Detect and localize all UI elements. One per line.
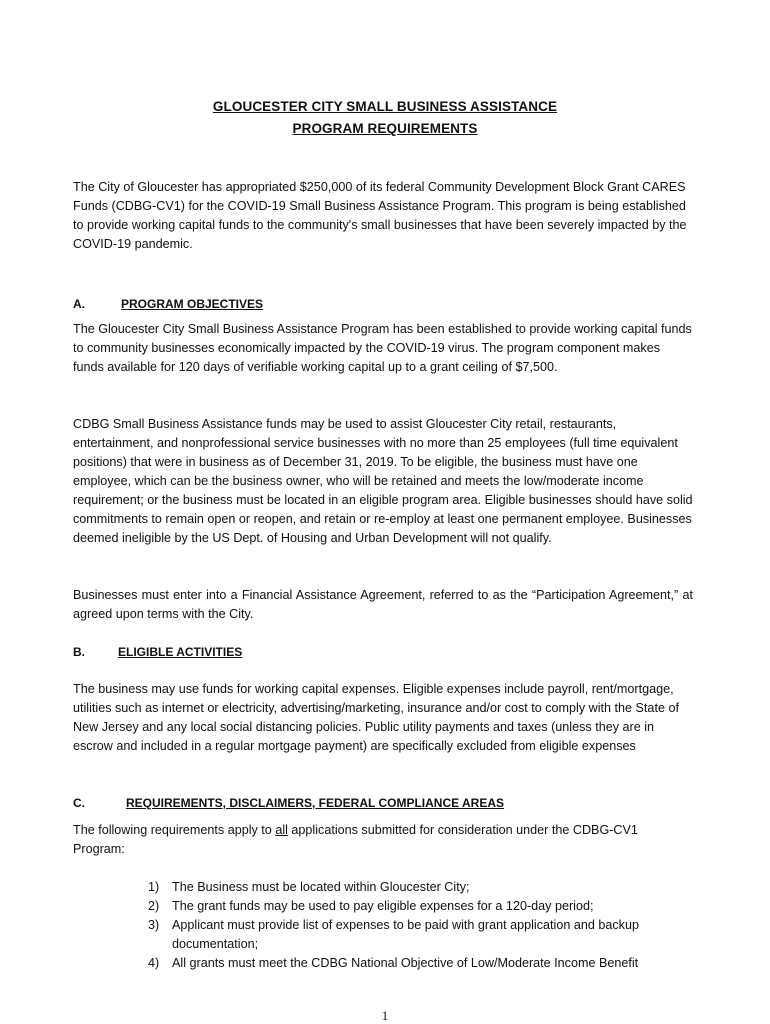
list-item [148,878,693,897]
section-b-paragraph-1: The business may use funds for working capital expenses. Eligible expenses include payroll, rent/mortgage, utilities such as internet or electricity, advertising/marketing, insurance and/or cost to comply with the State of New Jersey and any local social distancing policies. Public utility payments and taxes (unless they are in escrow and included in a regular mortgage payment) are specifically excluded from eligible expenses [73,682,679,753]
intro-paragraph: The City of Gloucester has appropriated $250,000 of its federal Community Development Block Grant CARES Funds (CDBG-CV1) for the COVID-19 Small Business Assistance Program. This program is being established to provide working capital funds to the community's small businesses that have been severely impacted by the COVID-19 pandemic. [73,180,687,251]
document-title-line1: GLOUCESTER CITY SMALL BUSINESS ASSISTANCE [212,99,558,114]
document-title-line2: PROGRAM REQUIREMENTS [292,121,478,136]
list-item-text: All grants must meet the CDBG National Objective of Low/Moderate Income Benefit [172,956,639,970]
section-a-letter: A. [73,297,85,311]
requirements-list [148,878,693,973]
list-item-number: 4) [148,956,160,970]
list-item-text: Applicant must provide list of expenses to be paid with grant application and backup documentation; [172,918,639,951]
list-item-number: 3) [148,918,160,932]
section-c-heading [73,795,693,811]
section-a-title: PROGRAM OBJECTIVES [121,297,264,311]
section-b-heading [73,644,693,660]
section-a-paragraph-2: CDBG Small Business Assistance funds may be used to assist Gloucester City retail, restaurants, entertainment, and nonprofessional service businesses with no more than 25 employees (full time equivalent positions) that were in business as of December 31, 2019. To be eligible, the business must have one employee, which can be the business owner, who will be retained and meets the low/moderate income requirement; or the business must be located in an eligible program area. Eligible businesses should have solid commitments to remain open or reopen, and retain or re-employ at least one permanent employee. Businesses deemed ineligible by the US Dept. of Housing and Urban Development will not qualify. [73,417,693,545]
list-item [148,916,693,954]
section-c-intro-before: The following requirements apply to [73,823,276,837]
section-c-intro-after: applications submitted for consideration under the CDBG-CV1 Program: [73,823,638,856]
section-b-letter: B. [73,645,85,659]
list-item [148,897,693,916]
section-c-letter: C. [73,796,85,810]
page-number: 1 [381,1008,389,1023]
list-item-number: 1) [148,880,160,894]
section-a-paragraph-1: The Gloucester City Small Business Assistance Program has been established to provide working capital funds to community businesses economically impacted by the COVID-19 virus. The program component makes funds available for 120 days of verifiable working capital up to a grant ceiling of $7,500. [73,322,692,374]
section-c-intro-emphasis: all [275,823,288,837]
list-item-number: 2) [148,899,160,913]
section-a-heading [73,296,693,312]
section-c-title: REQUIREMENTS, DISCLAIMERS, FEDERAL COMPLIANCE AREAS [126,796,505,810]
section-a-paragraph-3: Businesses must enter into a Financial Assistance Agreement, referred to as the “Participation Agreement,” at agreed upon terms with the City. [73,588,693,621]
list-item [148,954,693,973]
section-b-title: ELIGIBLE ACTIVITIES [118,645,243,659]
list-item-text: The grant funds may be used to pay eligible expenses for a 120-day period; [172,899,594,913]
section-c-intro [73,821,693,859]
list-item-text: The Business must be located within Gloucester City; [172,880,470,894]
